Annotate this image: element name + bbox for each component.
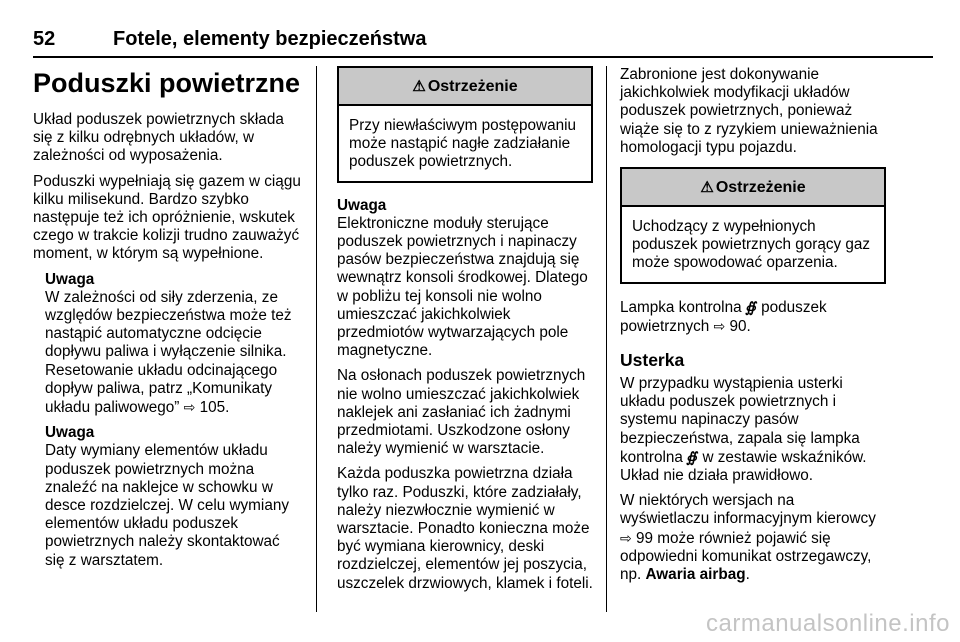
column-1 [33,66,301,577]
page-reference-arrow-icon: ⇨ [620,529,632,546]
page-reference[interactable]: 105. [199,399,230,417]
warning-box-improper-handling [337,66,593,183]
paragraph-driver-info [620,492,886,584]
note-text [45,289,301,417]
column-divider-1 [316,66,317,612]
note-title: Uwaga [45,424,95,442]
paragraph-modifications: Zabronione jest dokonywanie jakichkolwiek modyfikacji układów poduszek powietrznych, ponieważ wiąże się to z ryzykiem unieważnienia homologacji typu pojazdu. [620,66,878,156]
page-reference-arrow-icon: ⇨ [183,399,196,416]
note-control-modules [337,197,593,361]
lamp-text-post: poduszek powietrznych [620,298,827,335]
page-header [33,28,426,51]
warning-title: Ostrzeżenie [715,179,806,197]
column-3 [620,66,886,591]
section-heading-fault: Usterka [620,350,685,371]
note-title: Uwaga [45,270,95,288]
driver-info-mid: może również pojawić się odpowiedni komunikat ostrzegawczy, np. [620,529,872,584]
page-reference-arrow-icon: ⇨ [713,317,726,334]
warning-triangle-icon: ⚠ [412,78,426,95]
message-name: Awaria airbag [645,566,746,584]
fault-text-post: w zestawie wskaźników. Układ nie działa prawidłowo. [620,448,867,485]
note-title: Uwaga [337,196,387,214]
paragraph-fault [620,375,886,485]
paragraph-covers: Na osłonach poduszek powietrznych nie wolno umieszczać jakichkolwiek naklejek ani zasłaniać ich żadnymi przedmiotami. Uszkodzone osłony należy wymienić w warsztacie. [337,367,586,458]
column-divider-2 [606,66,607,612]
page-reference[interactable]: 99 [635,529,653,547]
paragraph-system-overview: Układ poduszek powietrznych składa się z kilku odrębnych układów, w zależności od wyposażenia. [33,111,284,165]
warning-title: Ostrzeżenie [427,78,518,95]
note-text: Daty wymiany elementów układu poduszek powietrznych można znaleźć na naklejce w schowku w desce rozdzielczej. W celu wymiany elementów układu poduszek powietrznych należy skontaktować się z warsztatem. [45,442,289,569]
paragraph-single-use: Każda poduszka powietrzna działa tylko raz. Poduszki, które zadziałały, należy niezwłocznie wymienić w warsztacie. Ponadto konieczna może być wymiana kierownicy, deski rozdzielczej, elementów jej poszycia, uszczelek drzwiowych, klamek i foteli. [337,465,593,592]
paragraph-inflation: Poduszki wypełniają się gazem w ciągu kilku milisekund. Bardzo szybko następuje też ich opróżnienie, wskutek czego w trakcie kolizji trudno zauważyć moment, w którym są wypełnione. [33,172,301,263]
page-reference[interactable]: 90. [729,317,751,335]
lamp-text-pre: Lampka kontrolna [620,298,742,316]
driver-info-pre: W niektórych wersjach na wyświetlaczu informacyjnym kierowcy [620,492,876,528]
warning-box-hot-gas [620,167,886,284]
page-number: 52 [33,28,56,50]
fault-text-pre: W przypadku wystąpienia usterki układu poduszek powietrznych i systemu napinaczy pasów bezpieczeństwa, zapala się lampka kontrolna [620,375,860,466]
note-replacement-dates [33,424,301,570]
note-text: Elektroniczne moduły sterujące poduszek powietrznych i napinaczy pasów bezpieczeństwa znajdują się wewnątrz konsoli środkowej. Dlatego w pobliżu tej konsoli nie wolno umieszczać jakichkolwiek przedmiotów wytwarzających pole magnetyczne. [337,214,588,360]
airbag-lamp-icon: ∯ [685,448,700,465]
warning-text: Przy niewłaściwym postępowaniu może nastąpić nagłe zadziałanie poduszek powietrznych. [349,117,576,171]
paragraph-control-lamp [620,298,886,336]
warning-header [622,169,884,207]
sentence-end: . [745,566,750,584]
chapter-title: Fotele, elementy bezpieczeństwa [113,28,427,50]
column-2 [337,66,593,600]
warning-header [339,68,591,106]
section-heading-airbags: Poduszki powietrzne [33,68,301,98]
note-fuel-cutoff [33,271,301,418]
warning-triangle-icon: ⚠ [700,179,714,197]
airbag-lamp-icon: ∯ [744,298,759,315]
warning-text: Uchodzący z wypełnionych poduszek powietrznych gorący gaz może spowodować oparzenia. [632,218,871,272]
watermark: carmanualsonline.info [706,610,950,637]
note-fuel-text: W zależności od siły zderzenia, ze względów bezpieczeństwa może też nastąpić automatyczne odcięcie dopływu paliwa i wyłączenie silnika. Resetowanie układu odcinającego dopływ paliwa, patrz „Komunikaty układu paliwowego” [45,288,292,417]
header-divider [33,56,933,58]
